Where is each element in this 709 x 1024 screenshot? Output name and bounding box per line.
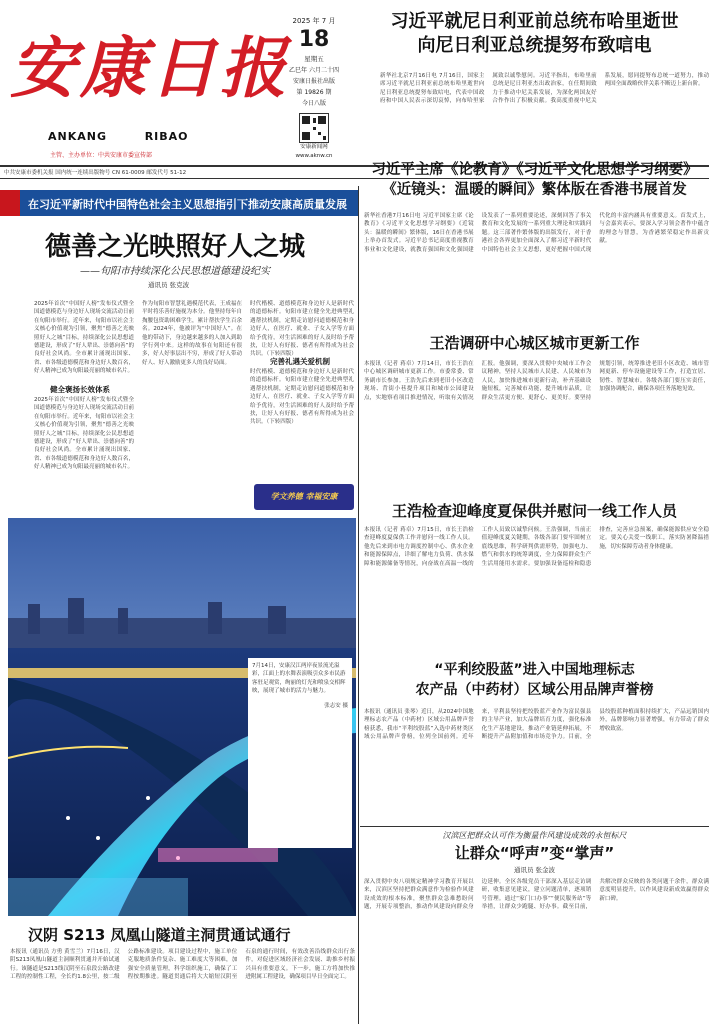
article-body: 本报讯（记者 蒋卓）7月15日，市长王浩检查迎峰度夏保供工作并慰问一线工作人员。他先后来到市电力调度控制中心、供水企业和能源保障点，详细了解电力负荷、供水保障和能源储备等情况，向奋战在高温一线的工作人员致以诚挚问候。王浩强调，当前正值迎峰度夏关键期，各级各部门要牢固树立底线思维，科学研判供需形势，加强电力、燃气和供水的统筹调度，全力保障群众生产生活用能用水需求。要加强设备巡检和隐患排查，完善应急预案，确保能源供应安全稳定。要关心关爱一线职工，落实防暑降温措施，切实保障劳动者身体健康。 (364, 527, 709, 567)
article-subtitle: ——旬阳市持续深化公民思想道德建设纪实 (80, 266, 270, 277)
article-body: 2025年首次“中国好人榜”发布仪式暨全国道德模范与身边好人现场交流活动日前在旬阳市举行。近年来，旬阳市以社会主义核心价值观为引领，聚焦“德善之光映照好人之城”目标，持续深化公民思想道德建设，形成了“好人辈出、崇德向善”的良好社会风尚。全市累计涌现出国家、省、市各级道德模范和身边好人数百名，好人精神已成为旬阳最亮丽的城市名片。 (34, 397, 134, 471)
article-city-renewal (360, 332, 709, 482)
date-weekday: 星期五 (304, 55, 324, 63)
photo-caption: 7月14日，安康汉江两岸夜景流光溢彩，江面上的水舞表演吸引众多市民游客驻足观赏，绚丽的灯光和喷泉交相辉映，展现了城市的活力与魅力。 张志安 摄 (248, 658, 352, 848)
date-lunar: 乙巳年 六月二十四 (289, 67, 339, 74)
logo-pinyin: ANKANG RIBAO (48, 130, 189, 143)
qr-code-icon[interactable] (299, 113, 329, 143)
article-condolence (360, 10, 709, 160)
date-year-month: 2025 年 7 月 (292, 17, 336, 25)
article-body: 新华社北京7月16日电 7月16日，国家主席习近平就尼日利亚前总统布哈里逝世向尼日利亚总统提努布致唁电，代表中国政府和中国人民表示深切哀悼，向布哈里家属致以诚挚慰问。习近平指出，布哈里前总统是尼日利亚杰出政治家，在任期间致力于推动中尼关系发展，为深化两国友好合作作出了积极贡献。我高度重视中尼关系发展，愿同提努布总统一道努力，推动两国全面战略伙伴关系不断迈上新台阶。 (380, 73, 709, 105)
banner-text: 在习近平新时代中国特色社会主义思想指引下推动安康高质量发展 (28, 198, 347, 211)
divider (360, 826, 709, 827)
registration-line: 中共安康市委机关报 国内统一连续出版物号 CN 61-0009 邮发代号 51-12 (4, 170, 187, 176)
headline-banner (0, 190, 358, 216)
section-heading: 完善礼遇关爱机制 (270, 357, 330, 366)
article-title: 《近镜头：温暖的瞬间》繁体版在香港书展首发 (382, 182, 687, 198)
column-divider (358, 186, 359, 1024)
article-pingli-jiaogulan (360, 660, 709, 820)
article-books (360, 160, 709, 300)
article-title: 王浩检查迎峰度夏保供并慰问一线工作人员 (391, 502, 677, 520)
article-deshan (0, 222, 358, 512)
newspaper-logo: 安康日报 (10, 29, 290, 107)
banner-accent (0, 190, 20, 216)
article-title: 习近平主席《论教育》《习近平文化思想学习纲要》 (371, 162, 698, 178)
app-name: 安康新闻网 (300, 144, 328, 150)
article-title: 汉阴 S213 凤凰山隧道主洞贯通试通行 (28, 926, 291, 944)
article-title: 向尼日利亚总统提努布致唁电 (417, 35, 652, 56)
article-title: 习近平就尼日利亚前总统布哈里逝世 (390, 11, 679, 32)
article-body: 时代楷模、道德模范和身边好人是新时代的道德标杆。旬阳市建立健全先进典型礼遇帮扶机制，定期走访慰问道德模范和身边好人，在医疗、就业、子女入学等方面给予优待，对生活困难的好人及时给予帮扶，让好人有好报、德者有所得成为社会共识。（下转四版） (250, 369, 354, 426)
date-box (278, 12, 350, 159)
article-tunnel (0, 918, 358, 1024)
riverside-night-photo (8, 518, 356, 916)
article-body: 2025年首次“中国好人榜”发布仪式暨全国道德模范与身边好人现场交流活动日前在旬阳市举行。近年来，旬阳市以社会主义核心价值观为引领，聚焦“德善之光映照好人之城”目标，持续深化公民思想道德建设，形成了“好人辈出、崇德向善”的良好社会风尚。全市累计涌现出国家、省、市各级道德模范和身边好人数百名，好人精神已成为旬阳最亮丽的城市名片。 (34, 301, 134, 375)
article-title: 王浩调研中心城区城市更新工作 (429, 334, 640, 352)
article-title: 让群众“呼声”变“掌声” (454, 844, 615, 862)
article-body: 作为旬阳市智慧礼遇模范代表，王成福在平时将乐善好施视为本分。他坚持每年自掏腰包资助困难学生，累计帮扶学生百余名。2024年，他被评为“中国好人”。在他的带动下，身边越来越多的人加入到助学行列中来。这样的故事在旬阳还有很多，好人好事层出不穷，形成了好人带动好人、好人激励更多人的良好局面。 (142, 301, 242, 366)
article-summer-supply (360, 500, 709, 630)
article-body: 新华社香港7月16日电 习近平国家主席《论教育》《习近平文化思想学习纲要》《近镜头：温暖的瞬间》繁体版，16日在香港书展上举办首发式。习近平总书记高度重视教育事业和文化建设，就教育强国和文化强国建设发表了一系列重要论述，深刻回答了事关教育和文化发展的一系列重大理论和实践问题。这三部著作繁体版的出版发行，对于香港社会各界更加全面深入了解习近平新时代中国特色社会主义思想，更好把握中国式现代化的丰富内涵具有重要意义。首发式上，与会嘉宾表示，要深入学习领会著作中蕴含的理念与智慧，为香港繁荣稳定作出新贡献。 (364, 213, 709, 253)
article-title: 德善之光映照好人之城 (45, 232, 306, 262)
promo-badge-text: 学文养德 幸福安康 (270, 492, 338, 501)
article-title: 农产品（中药材）区域公用品牌声誉榜 (415, 682, 654, 698)
article-hanbin (360, 830, 709, 1020)
promo-badge (254, 484, 354, 510)
site-url[interactable]: www.aknw.cn (295, 153, 333, 159)
page-count: 今日八版 (301, 100, 326, 107)
section-heading: 健全褒扬长效体系 (50, 385, 110, 394)
issue-number: 第 19826 期 (296, 89, 332, 96)
article-title: “平利绞股蓝”进入中国地理标志 (434, 662, 635, 678)
date-day: 18 (298, 27, 330, 52)
article-body: 本报讯（通讯员 张琴）近日，从2024中国地理标志农产品（中药材）区域公用品牌声誉榜获悉，我市“平利绞股蓝”入选中药材类区域公用品牌声誉榜，位列全国前列。近年来，平利县坚持把绞股蓝产业作为富民强县的主导产业，加大品牌培育力度，强化标准化生产基地建设，推动产业链延伸拓展，不断提升产品附加值和市场竞争力。目前，全县绞股蓝种植面积持续扩大，产品远销国内外，品牌影响力显著增强，有力带动了群众增收致富。 (364, 709, 709, 741)
article-byline: 通讯员 张克波 (148, 281, 190, 289)
article-kicker: 汉滨区把群众认可作为衡量作风建设成效的永恒标尺 (442, 831, 627, 840)
article-body: 时代楷模、道德模范和身边好人是新时代的道德标杆。旬阳市建立健全先进典型礼遇帮扶机制，定期走访慰问道德模范和身边好人，在医疗、就业、子女入学等方面给予优待，对生活困难的好人及时给予帮扶，让好人有好报、德者有所得成为社会共识。（下转四版） (250, 301, 354, 358)
masthead-slogan: 主管、主办单位：中共安康市委宣传部 (50, 152, 153, 159)
publisher: 安康日报社出版 (292, 78, 335, 85)
article-body: 本报讯（记者 蒋卓）7月14日，市长王浩在中心城区调研城市更新工作。市委常委、常务副市长参加。王浩先后来到老旧小区改造现场、背街小巷提升项目和城市公园建设点，实地察看项目推进情况，听取有关情况汇报。他强调，要深入贯彻中央城市工作会议精神，坚持人民城市人民建、人民城市为人民，加快推进城市更新行动，补齐基础设施短板，完善城市功能，提升城市品质，让群众生活更方便、更舒心、更美好。要坚持规划引领，统筹推进老旧小区改造、城市管网更新、停车设施建设等工作，打造宜居、韧性、智慧城市。各级各部门要压实责任，加强协调配合，确保各项任务落地见效。 (364, 361, 709, 401)
article-body: 本报讯（通讯员 方勇 黄雪兰）7月16日，汉阴S213凤凰山隧道主洞顺利贯通并开始试通行。该隧道是S213线汉阴至石泉段公路改建工程的控制性工程，全长约1.8公里，按二级公路标准建设。项目建设过程中，施工单位克服地质条件复杂、施工难度大等困难，加强安全质量管理，科学组织施工，确保了工程按期推进。隧道贯通后将大大缩短汉阴至石泉的通行时间，有效改善沿线群众出行条件，对促进区域经济社会发展、助推乡村振兴具有重要意义。下一步，施工方将加快推进附属工程建设，确保项目早日全面完工。 (10, 949, 355, 981)
article-body: 深入贯彻中央八项规定精神学习教育开展以来，汉滨区坚持把群众满意作为检验作风建设成效的根本标准，聚焦群众急难愁盼问题，开展专项整治，推动作风建设向群众身边延伸。全区各级党员干部深入基层走访调研，收集意见建议，建立问题清单，逐项销号管理。通过“家门口办事”“便民服务站”等举措，让群众少跑腿、好办事。截至目前，共解决群众反映的各类问题千余件，群众满意度明显提升，以作风建设新成效赢得群众新口碑。 (364, 879, 709, 911)
article-byline: 通讯员 张金波 (513, 866, 556, 874)
photo-credit: 张志安 摄 (324, 702, 348, 709)
